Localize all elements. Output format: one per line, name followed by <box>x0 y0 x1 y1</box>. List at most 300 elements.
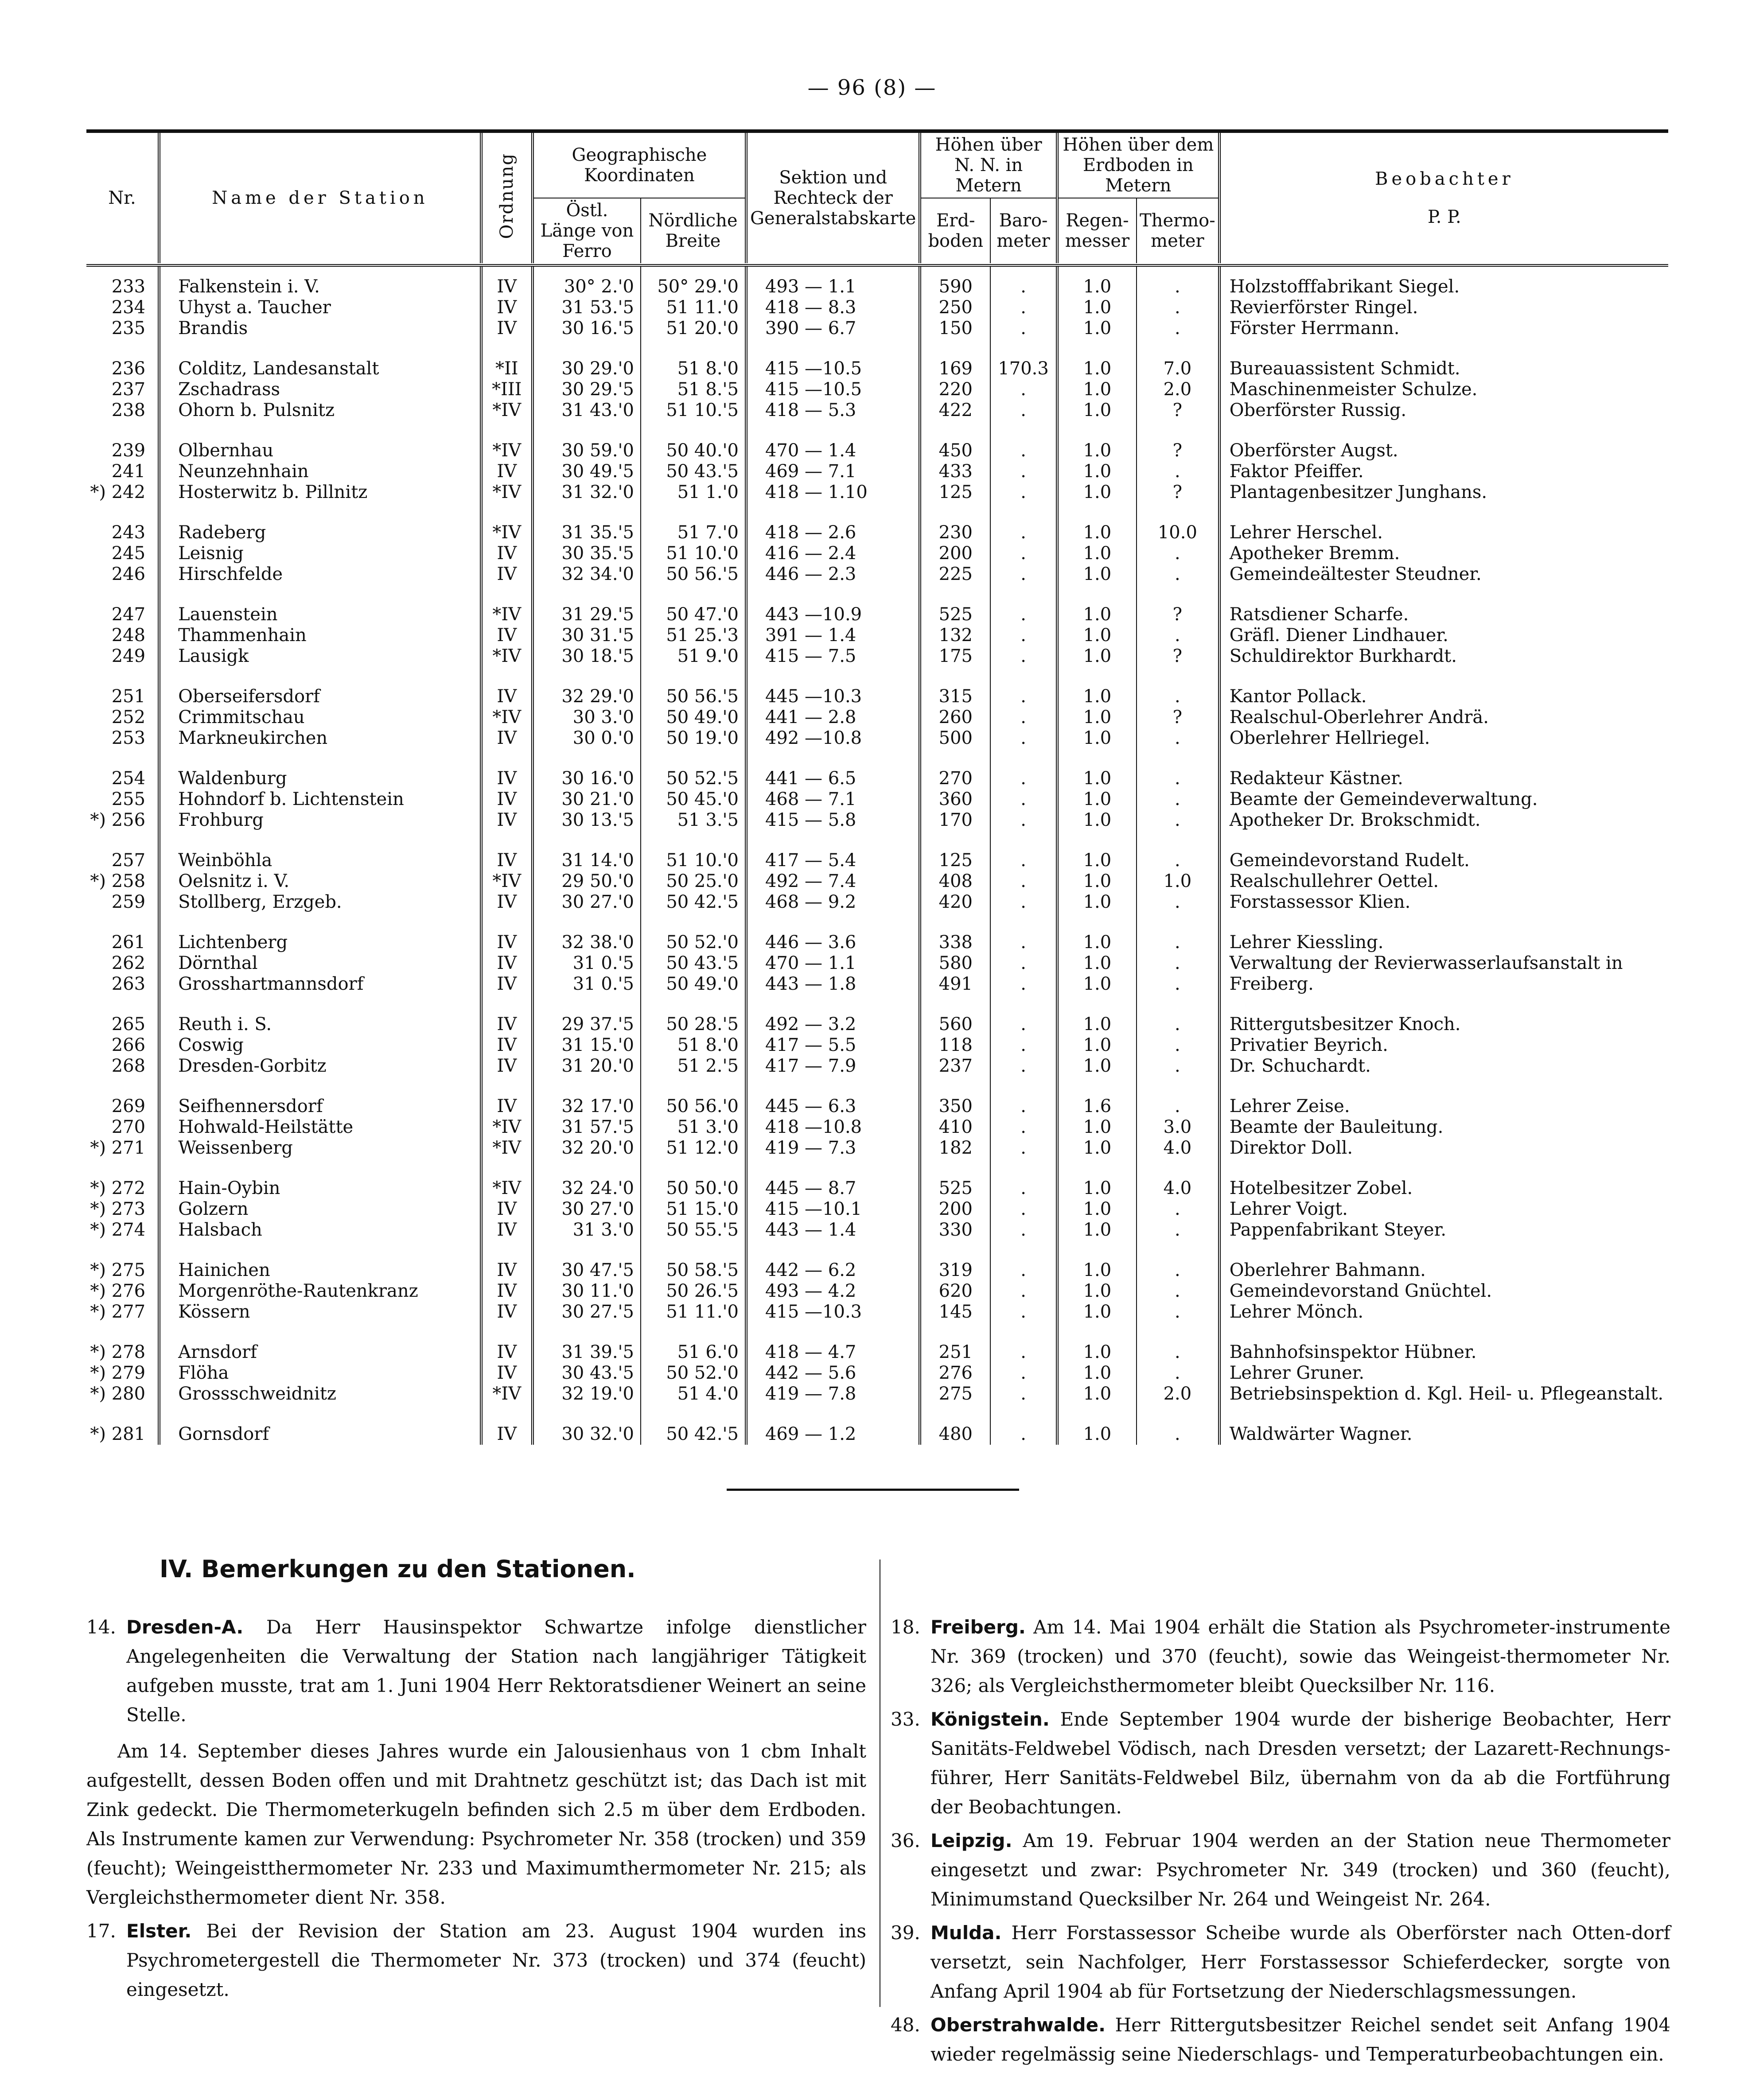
remark-number: 17. <box>86 1920 116 1942</box>
station-sektion: 446 — 2.3 <box>746 564 920 585</box>
station-breite: 50 25.'0 <box>641 871 746 892</box>
station-sektion: 415 —10.1 <box>746 1199 920 1220</box>
station-thermometer: . <box>1137 1424 1219 1445</box>
station-laenge: 30 11.'0 <box>533 1281 641 1302</box>
station-regenmesser: 1.0 <box>1057 543 1137 564</box>
station-nr: 248 <box>86 625 159 646</box>
table-row <box>86 564 1668 585</box>
remarks-right-column <box>891 1613 1670 2073</box>
station-barometer: . <box>990 850 1057 871</box>
station-ordnung: *IV <box>481 707 533 728</box>
table-row <box>86 810 1668 831</box>
station-erdboden: 132 <box>920 625 990 646</box>
station-breite: 51 9.'0 <box>641 646 746 667</box>
station-regenmesser: 1.0 <box>1057 953 1137 974</box>
station-sektion: 418 — 2.6 <box>746 522 920 543</box>
station-barometer: . <box>990 789 1057 810</box>
station-regenmesser: 1.0 <box>1057 1220 1137 1241</box>
station-sektion: 468 — 9.2 <box>746 892 920 913</box>
station-nr: 269 <box>86 1096 159 1117</box>
station-thermometer: 1.0 <box>1137 871 1219 892</box>
station-barometer: . <box>990 953 1057 974</box>
station-table <box>86 133 1668 1445</box>
station-nr: *) 271 <box>86 1138 159 1159</box>
station-regenmesser: 1.0 <box>1057 358 1137 379</box>
station-erdboden: 175 <box>920 646 990 667</box>
station-barometer: . <box>990 543 1057 564</box>
station-sektion: 419 — 7.3 <box>746 1138 920 1159</box>
station-name: Hainichen <box>159 1260 481 1281</box>
station-ordnung: IV <box>481 625 533 646</box>
station-sektion: 469 — 7.1 <box>746 461 920 482</box>
table-row <box>86 1178 1668 1199</box>
col-sektion: Sektion und Rechteck der Generalstabskarte <box>746 133 920 263</box>
station-breite: 50° 29.'0 <box>641 276 746 297</box>
station-barometer: . <box>990 707 1057 728</box>
station-ordnung: IV <box>481 1302 533 1322</box>
station-ordnung: IV <box>481 1199 533 1220</box>
table-row <box>86 1363 1668 1384</box>
station-laenge: 31 53.'5 <box>533 297 641 318</box>
table-row <box>86 1035 1668 1056</box>
station-name: Zschadrass <box>159 379 481 400</box>
station-thermometer: . <box>1137 789 1219 810</box>
station-regenmesser: 1.6 <box>1057 1096 1137 1117</box>
station-nr: 236 <box>86 358 159 379</box>
station-ordnung: IV <box>481 953 533 974</box>
station-sektion: 445 — 6.3 <box>746 1096 920 1117</box>
station-barometer: . <box>990 892 1057 913</box>
station-barometer: . <box>990 768 1057 789</box>
station-beobachter: Verwaltung der Revierwasserlaufsanstalt in <box>1229 953 1623 973</box>
remark-text: Herr Forstassessor Scheibe wurde als Oberförster nach Otten-dorf versetzt, sein Nachfolger, Herr Forstassessor Schieferdecker, sorgte von Anfang April 1904 ab für Fortsetzung der Niederschlagsmessungen. <box>930 1922 1670 2002</box>
remark-number: 39. <box>891 1922 920 1944</box>
station-sektion: 443 — 1.4 <box>746 1220 920 1241</box>
station-sektion: 415 —10.3 <box>746 1302 920 1322</box>
station-barometer: . <box>990 297 1057 318</box>
station-erdboden: 480 <box>920 1424 990 1445</box>
remark-text: Am 14. September dieses Jahres wurde ein Jalousienhaus von 1 cbm Inhalt aufgestellt, dessen Boden offen und mit Drahtnetz geschützt ist; das Dach ist mit Zink gedeckt. Die Thermometerkugeln befinden sich 2.5 m über dem Erdboden. Als Instrumente kamen zur Verwendung: Psychrometer Nr. 358 (trocken) und 359 (feucht); Weingeistthermometer Nr. 233 und Maximumthermometer Nr. 215; als Vergleichsthermometer dient Nr. 358. <box>86 1740 866 1908</box>
station-regenmesser: 1.0 <box>1057 1342 1137 1363</box>
station-regenmesser: 1.0 <box>1057 728 1137 749</box>
station-regenmesser: 1.0 <box>1057 482 1137 503</box>
station-breite: 51 8.'5 <box>641 379 746 400</box>
station-laenge: 30 49.'5 <box>533 461 641 482</box>
table-row <box>86 1260 1668 1281</box>
station-beobachter: Plantagenbesitzer Junghans. <box>1229 482 1487 502</box>
remark-item <box>891 1918 1670 2006</box>
station-sektion: 418 — 8.3 <box>746 297 920 318</box>
station-beobachter: Gemeindevorstand Gnüchtel. <box>1229 1281 1492 1301</box>
station-erdboden: 590 <box>920 276 990 297</box>
station-regenmesser: 1.0 <box>1057 707 1137 728</box>
station-name: Uhyst a. Taucher <box>159 297 481 318</box>
station-beobachter: Gemeindevorstand Rudelt. <box>1229 850 1470 871</box>
table-row <box>86 1220 1668 1241</box>
table-row <box>86 932 1668 953</box>
group-spacer <box>86 1159 1668 1178</box>
group-spacer <box>86 749 1668 768</box>
station-erdboden: 125 <box>920 850 990 871</box>
group-spacer <box>86 1404 1668 1424</box>
station-name: Frohburg <box>159 810 481 831</box>
table-row <box>86 522 1668 543</box>
station-barometer: . <box>990 810 1057 831</box>
station-ordnung: IV <box>481 461 533 482</box>
station-nr: 234 <box>86 297 159 318</box>
station-name: Grossschweidnitz <box>159 1384 481 1404</box>
station-nr: 266 <box>86 1035 159 1056</box>
station-ordnung: IV <box>481 789 533 810</box>
station-regenmesser: 1.0 <box>1057 625 1137 646</box>
station-erdboden: 408 <box>920 871 990 892</box>
station-sektion: 390 — 6.7 <box>746 318 920 339</box>
station-laenge: 32 17.'0 <box>533 1096 641 1117</box>
station-ordnung: IV <box>481 1363 533 1384</box>
station-laenge: 30 21.'0 <box>533 789 641 810</box>
col-geo: Geographische Koordinaten <box>533 133 746 198</box>
station-breite: 51 8.'0 <box>641 1035 746 1056</box>
remark-item <box>891 1826 1670 1914</box>
station-erdboden: 319 <box>920 1260 990 1281</box>
station-laenge: 31 20.'0 <box>533 1056 641 1077</box>
station-breite: 50 40.'0 <box>641 440 746 461</box>
station-laenge: 31 3.'0 <box>533 1220 641 1241</box>
station-thermometer: ? <box>1137 604 1219 625</box>
station-regenmesser: 1.0 <box>1057 646 1137 667</box>
station-nr: 237 <box>86 379 159 400</box>
station-regenmesser: 1.0 <box>1057 440 1137 461</box>
table-row <box>86 461 1668 482</box>
remark-item <box>86 1917 866 2004</box>
station-sektion: 415 — 7.5 <box>746 646 920 667</box>
station-laenge: 30 29.'0 <box>533 358 641 379</box>
station-regenmesser: 1.0 <box>1057 871 1137 892</box>
station-nr: 263 <box>86 974 159 995</box>
station-ordnung: *IV <box>481 1138 533 1159</box>
station-breite: 50 43.'5 <box>641 461 746 482</box>
station-name: Neunzehnhain <box>159 461 481 482</box>
station-beobachter: Beamte der Bauleitung. <box>1229 1117 1444 1137</box>
station-breite: 51 11.'0 <box>641 297 746 318</box>
station-ordnung: *IV <box>481 871 533 892</box>
station-sektion: 470 — 1.4 <box>746 440 920 461</box>
remark-station: Dresden-A. <box>126 1616 244 1638</box>
station-nr: 252 <box>86 707 159 728</box>
station-laenge: 30 3.'0 <box>533 707 641 728</box>
remark-text: Am 19. Februar 1904 werden an der Station neue Thermometer eingesetzt und zwar: Psychrometer Nr. 349 (trocken) und 360 (feucht), Minimumstand Quecksilber Nr. 264 und Weingeist Nr. 264. <box>930 1830 1670 1910</box>
station-sektion: 492 — 7.4 <box>746 871 920 892</box>
station-barometer: . <box>990 974 1057 995</box>
station-barometer: 170.3 <box>990 358 1057 379</box>
station-beobachter: Apotheker Dr. Brokschmidt. <box>1229 810 1481 830</box>
station-laenge: 30 27.'0 <box>533 1199 641 1220</box>
station-laenge: 32 19.'0 <box>533 1384 641 1404</box>
station-breite: 51 15.'0 <box>641 1199 746 1220</box>
station-name: Olbernhau <box>159 440 481 461</box>
station-name: Hohndorf b. Lichtenstein <box>159 789 481 810</box>
col-breite: Nördliche Breite <box>641 198 746 263</box>
station-erdboden: 420 <box>920 892 990 913</box>
station-ordnung: *IV <box>481 482 533 503</box>
station-ordnung: *IV <box>481 604 533 625</box>
station-breite: 51 3.'0 <box>641 1117 746 1138</box>
station-ordnung: IV <box>481 1035 533 1056</box>
station-nr: 262 <box>86 953 159 974</box>
station-sektion: 492 — 3.2 <box>746 1014 920 1035</box>
col-hoehen-erd: Höhen über dem Erdboden in Metern <box>1057 133 1219 198</box>
station-ordnung: IV <box>481 768 533 789</box>
station-beobachter: Ratsdiener Scharfe. <box>1229 604 1409 625</box>
station-breite: 51 3.'5 <box>641 810 746 831</box>
station-breite: 50 50.'0 <box>641 1178 746 1199</box>
station-regenmesser: 1.0 <box>1057 1424 1137 1445</box>
remark-text: Bei der Revision der Station am 23. August 1904 wurden ins Psychrometergestell die Thermometer Nr. 373 (trocken) und 374 (feucht) eingesetzt. <box>126 1920 866 2000</box>
station-beobachter: Bureauassistent Schmidt. <box>1229 358 1460 379</box>
station-breite: 50 43.'5 <box>641 953 746 974</box>
station-laenge: 29 37.'5 <box>533 1014 641 1035</box>
station-name: Kössern <box>159 1302 481 1322</box>
station-breite: 50 19.'0 <box>641 728 746 749</box>
station-sektion: 445 —10.3 <box>746 686 920 707</box>
station-erdboden: 338 <box>920 932 990 953</box>
station-breite: 50 45.'0 <box>641 789 746 810</box>
station-sektion: 443 —10.9 <box>746 604 920 625</box>
station-barometer: . <box>990 379 1057 400</box>
station-thermometer: . <box>1137 932 1219 953</box>
station-regenmesser: 1.0 <box>1057 522 1137 543</box>
group-spacer <box>86 995 1668 1014</box>
station-erdboden: 169 <box>920 358 990 379</box>
station-laenge: 31 35.'5 <box>533 522 641 543</box>
station-beobachter: Lehrer Zeise. <box>1229 1096 1350 1116</box>
station-thermometer: . <box>1137 686 1219 707</box>
station-regenmesser: 1.0 <box>1057 1281 1137 1302</box>
station-thermometer: . <box>1137 1363 1219 1384</box>
station-nr: 241 <box>86 461 159 482</box>
station-barometer: . <box>990 1178 1057 1199</box>
station-erdboden: 225 <box>920 564 990 585</box>
table-row <box>86 686 1668 707</box>
station-breite: 50 49.'0 <box>641 974 746 995</box>
station-name: Waldenburg <box>159 768 481 789</box>
station-barometer: . <box>990 1035 1057 1056</box>
station-laenge: 30 29.'5 <box>533 379 641 400</box>
station-barometer: . <box>990 276 1057 297</box>
remark-item <box>891 2011 1670 2069</box>
station-beobachter: Pappenfabrikant Steyer. <box>1229 1220 1447 1240</box>
station-breite: 50 42.'5 <box>641 892 746 913</box>
station-name: Markneukirchen <box>159 728 481 749</box>
table-row <box>86 1342 1668 1363</box>
station-regenmesser: 1.0 <box>1057 789 1137 810</box>
station-nr: 268 <box>86 1056 159 1077</box>
station-barometer: . <box>990 1138 1057 1159</box>
station-breite: 50 52.'0 <box>641 932 746 953</box>
station-barometer: . <box>990 1384 1057 1404</box>
station-ordnung: IV <box>481 297 533 318</box>
remark-station: Freiberg. <box>930 1616 1026 1638</box>
station-sektion: 443 — 1.8 <box>746 974 920 995</box>
station-regenmesser: 1.0 <box>1057 1199 1137 1220</box>
station-barometer: . <box>990 1117 1057 1138</box>
station-erdboden: 230 <box>920 522 990 543</box>
station-regenmesser: 1.0 <box>1057 1384 1137 1404</box>
station-nr: 254 <box>86 768 159 789</box>
station-sektion: 419 — 7.8 <box>746 1384 920 1404</box>
station-breite: 50 56.'5 <box>641 686 746 707</box>
station-nr: 245 <box>86 543 159 564</box>
station-erdboden: 237 <box>920 1056 990 1077</box>
station-beobachter: Oberförster Augst. <box>1229 440 1398 461</box>
table-row <box>86 625 1668 646</box>
station-nr: *) 278 <box>86 1342 159 1363</box>
station-beobachter: Gemeindeältester Steudner. <box>1229 564 1482 584</box>
station-thermometer: . <box>1137 1035 1219 1056</box>
station-beobachter: Holzstofffabrikant Siegel. <box>1229 276 1460 297</box>
station-sektion: 469 — 1.2 <box>746 1424 920 1445</box>
station-breite: 51 4.'0 <box>641 1384 746 1404</box>
table-row <box>86 953 1668 974</box>
station-breite: 50 55.'5 <box>641 1220 746 1241</box>
station-name: Brandis <box>159 318 481 339</box>
station-name: Leisnig <box>159 543 481 564</box>
remark-text: Am 14. Mai 1904 erhält die Station als Psychrometer-instrumente Nr. 369 (trocken) und 370 (feucht), sowie das Weingeist-thermometer Nr. 326; als Vergleichsthermometer bleibt Quecksilber Nr. 116. <box>930 1616 1670 1696</box>
station-barometer: . <box>990 440 1057 461</box>
col-name: Name der Station <box>159 133 481 263</box>
station-nr: 235 <box>86 318 159 339</box>
station-thermometer: 10.0 <box>1137 522 1219 543</box>
station-laenge: 32 34.'0 <box>533 564 641 585</box>
col-thermometer: Thermo-meter <box>1137 198 1219 263</box>
station-beobachter: Lehrer Mönch. <box>1229 1302 1364 1322</box>
station-nr: 243 <box>86 522 159 543</box>
station-erdboden: 315 <box>920 686 990 707</box>
station-nr: 253 <box>86 728 159 749</box>
station-erdboden: 250 <box>920 297 990 318</box>
station-beobachter: Realschul-Oberlehrer Andrä. <box>1229 707 1489 727</box>
station-beobachter: Oberlehrer Hellriegel. <box>1229 728 1430 748</box>
station-barometer: . <box>990 728 1057 749</box>
station-barometer: . <box>990 871 1057 892</box>
station-nr: *) 258 <box>86 871 159 892</box>
station-ordnung: IV <box>481 728 533 749</box>
station-regenmesser: 1.0 <box>1057 400 1137 421</box>
station-laenge: 30 16.'0 <box>533 768 641 789</box>
station-ordnung: IV <box>481 318 533 339</box>
table-row <box>86 850 1668 871</box>
station-thermometer: . <box>1137 892 1219 913</box>
station-breite: 50 56.'5 <box>641 564 746 585</box>
station-sektion: 415 — 5.8 <box>746 810 920 831</box>
station-ordnung: *IV <box>481 440 533 461</box>
station-ordnung: IV <box>481 686 533 707</box>
station-laenge: 30 59.'0 <box>533 440 641 461</box>
station-name: Dörnthal <box>159 953 481 974</box>
station-regenmesser: 1.0 <box>1057 686 1137 707</box>
station-breite: 51 10.'5 <box>641 400 746 421</box>
col-nr: Nr. <box>86 133 159 263</box>
station-sektion: 418 — 1.10 <box>746 482 920 503</box>
station-thermometer: 3.0 <box>1137 1117 1219 1138</box>
station-ordnung: IV <box>481 564 533 585</box>
station-name: Halsbach <box>159 1220 481 1241</box>
table-row <box>86 974 1668 995</box>
station-regenmesser: 1.0 <box>1057 850 1137 871</box>
station-laenge: 30 18.'5 <box>533 646 641 667</box>
station-name: Falkenstein i. V. <box>159 276 481 297</box>
station-name: Ohorn b. Pulsnitz <box>159 400 481 421</box>
station-sektion: 418 —10.8 <box>746 1117 920 1138</box>
station-barometer: . <box>990 1342 1057 1363</box>
table-row <box>86 892 1668 913</box>
station-nr: 238 <box>86 400 159 421</box>
station-barometer: . <box>990 400 1057 421</box>
remark-text: Da Herr Hausinspektor Schwartze infolge dienstlicher Angelegenheiten die Verwaltung der Station nach langjähriger Tätigkeit aufgeben musste, trat am 1. Juni 1904 Herr Rektoratsdiener Weinert an seine Stelle. <box>126 1616 866 1726</box>
station-thermometer: . <box>1137 461 1219 482</box>
table-row <box>86 604 1668 625</box>
station-nr: *) 279 <box>86 1363 159 1384</box>
group-spacer <box>86 585 1668 604</box>
station-ordnung: IV <box>481 810 533 831</box>
remark-number: 18. <box>891 1616 920 1638</box>
station-name: Colditz, Landesanstalt <box>159 358 481 379</box>
station-thermometer: . <box>1137 974 1219 995</box>
station-nr: *) 281 <box>86 1424 159 1445</box>
station-sektion: 418 — 4.7 <box>746 1342 920 1363</box>
group-spacer <box>86 1322 1668 1342</box>
station-beobachter: Realschullehrer Oettel. <box>1229 871 1439 891</box>
station-nr: 239 <box>86 440 159 461</box>
col-regenmesser: Regen-messer <box>1057 198 1137 263</box>
station-sektion: 416 — 2.4 <box>746 543 920 564</box>
station-regenmesser: 1.0 <box>1057 276 1137 297</box>
col-hoehen-nn: Höhen über N. N. in Metern <box>920 133 1057 198</box>
station-nr: 249 <box>86 646 159 667</box>
station-thermometer: . <box>1137 318 1219 339</box>
station-nr: 261 <box>86 932 159 953</box>
station-ordnung: IV <box>481 1342 533 1363</box>
station-thermometer: . <box>1137 1014 1219 1035</box>
station-name: Radeberg <box>159 522 481 543</box>
station-beobachter: Redakteur Kästner. <box>1229 768 1403 789</box>
station-beobachter: Kantor Pollack. <box>1229 686 1367 707</box>
station-nr: *) 273 <box>86 1199 159 1220</box>
station-breite: 50 52.'5 <box>641 768 746 789</box>
station-regenmesser: 1.0 <box>1057 297 1137 318</box>
station-barometer: . <box>990 1199 1057 1220</box>
table-row <box>86 276 1668 297</box>
station-laenge: 30 0.'0 <box>533 728 641 749</box>
station-beobachter: Oberlehrer Bahmann. <box>1229 1260 1426 1280</box>
station-erdboden: 350 <box>920 1096 990 1117</box>
remarks-title: IV. Bemerkungen zu den Stationen. <box>160 1555 636 1583</box>
station-barometer: . <box>990 564 1057 585</box>
remark-number: 33. <box>891 1708 920 1730</box>
station-barometer: . <box>990 461 1057 482</box>
station-sektion: 445 — 8.7 <box>746 1178 920 1199</box>
station-barometer: . <box>990 1260 1057 1281</box>
station-regenmesser: 1.0 <box>1057 461 1137 482</box>
station-thermometer: ? <box>1137 646 1219 667</box>
station-erdboden: 580 <box>920 953 990 974</box>
station-beobachter: Privatier Beyrich. <box>1229 1035 1388 1055</box>
table-row <box>86 1138 1668 1159</box>
station-laenge: 31 29.'5 <box>533 604 641 625</box>
station-name: Flöha <box>159 1363 481 1384</box>
station-thermometer: . <box>1137 297 1219 318</box>
station-beobachter: Waldwärter Wagner. <box>1229 1424 1413 1444</box>
